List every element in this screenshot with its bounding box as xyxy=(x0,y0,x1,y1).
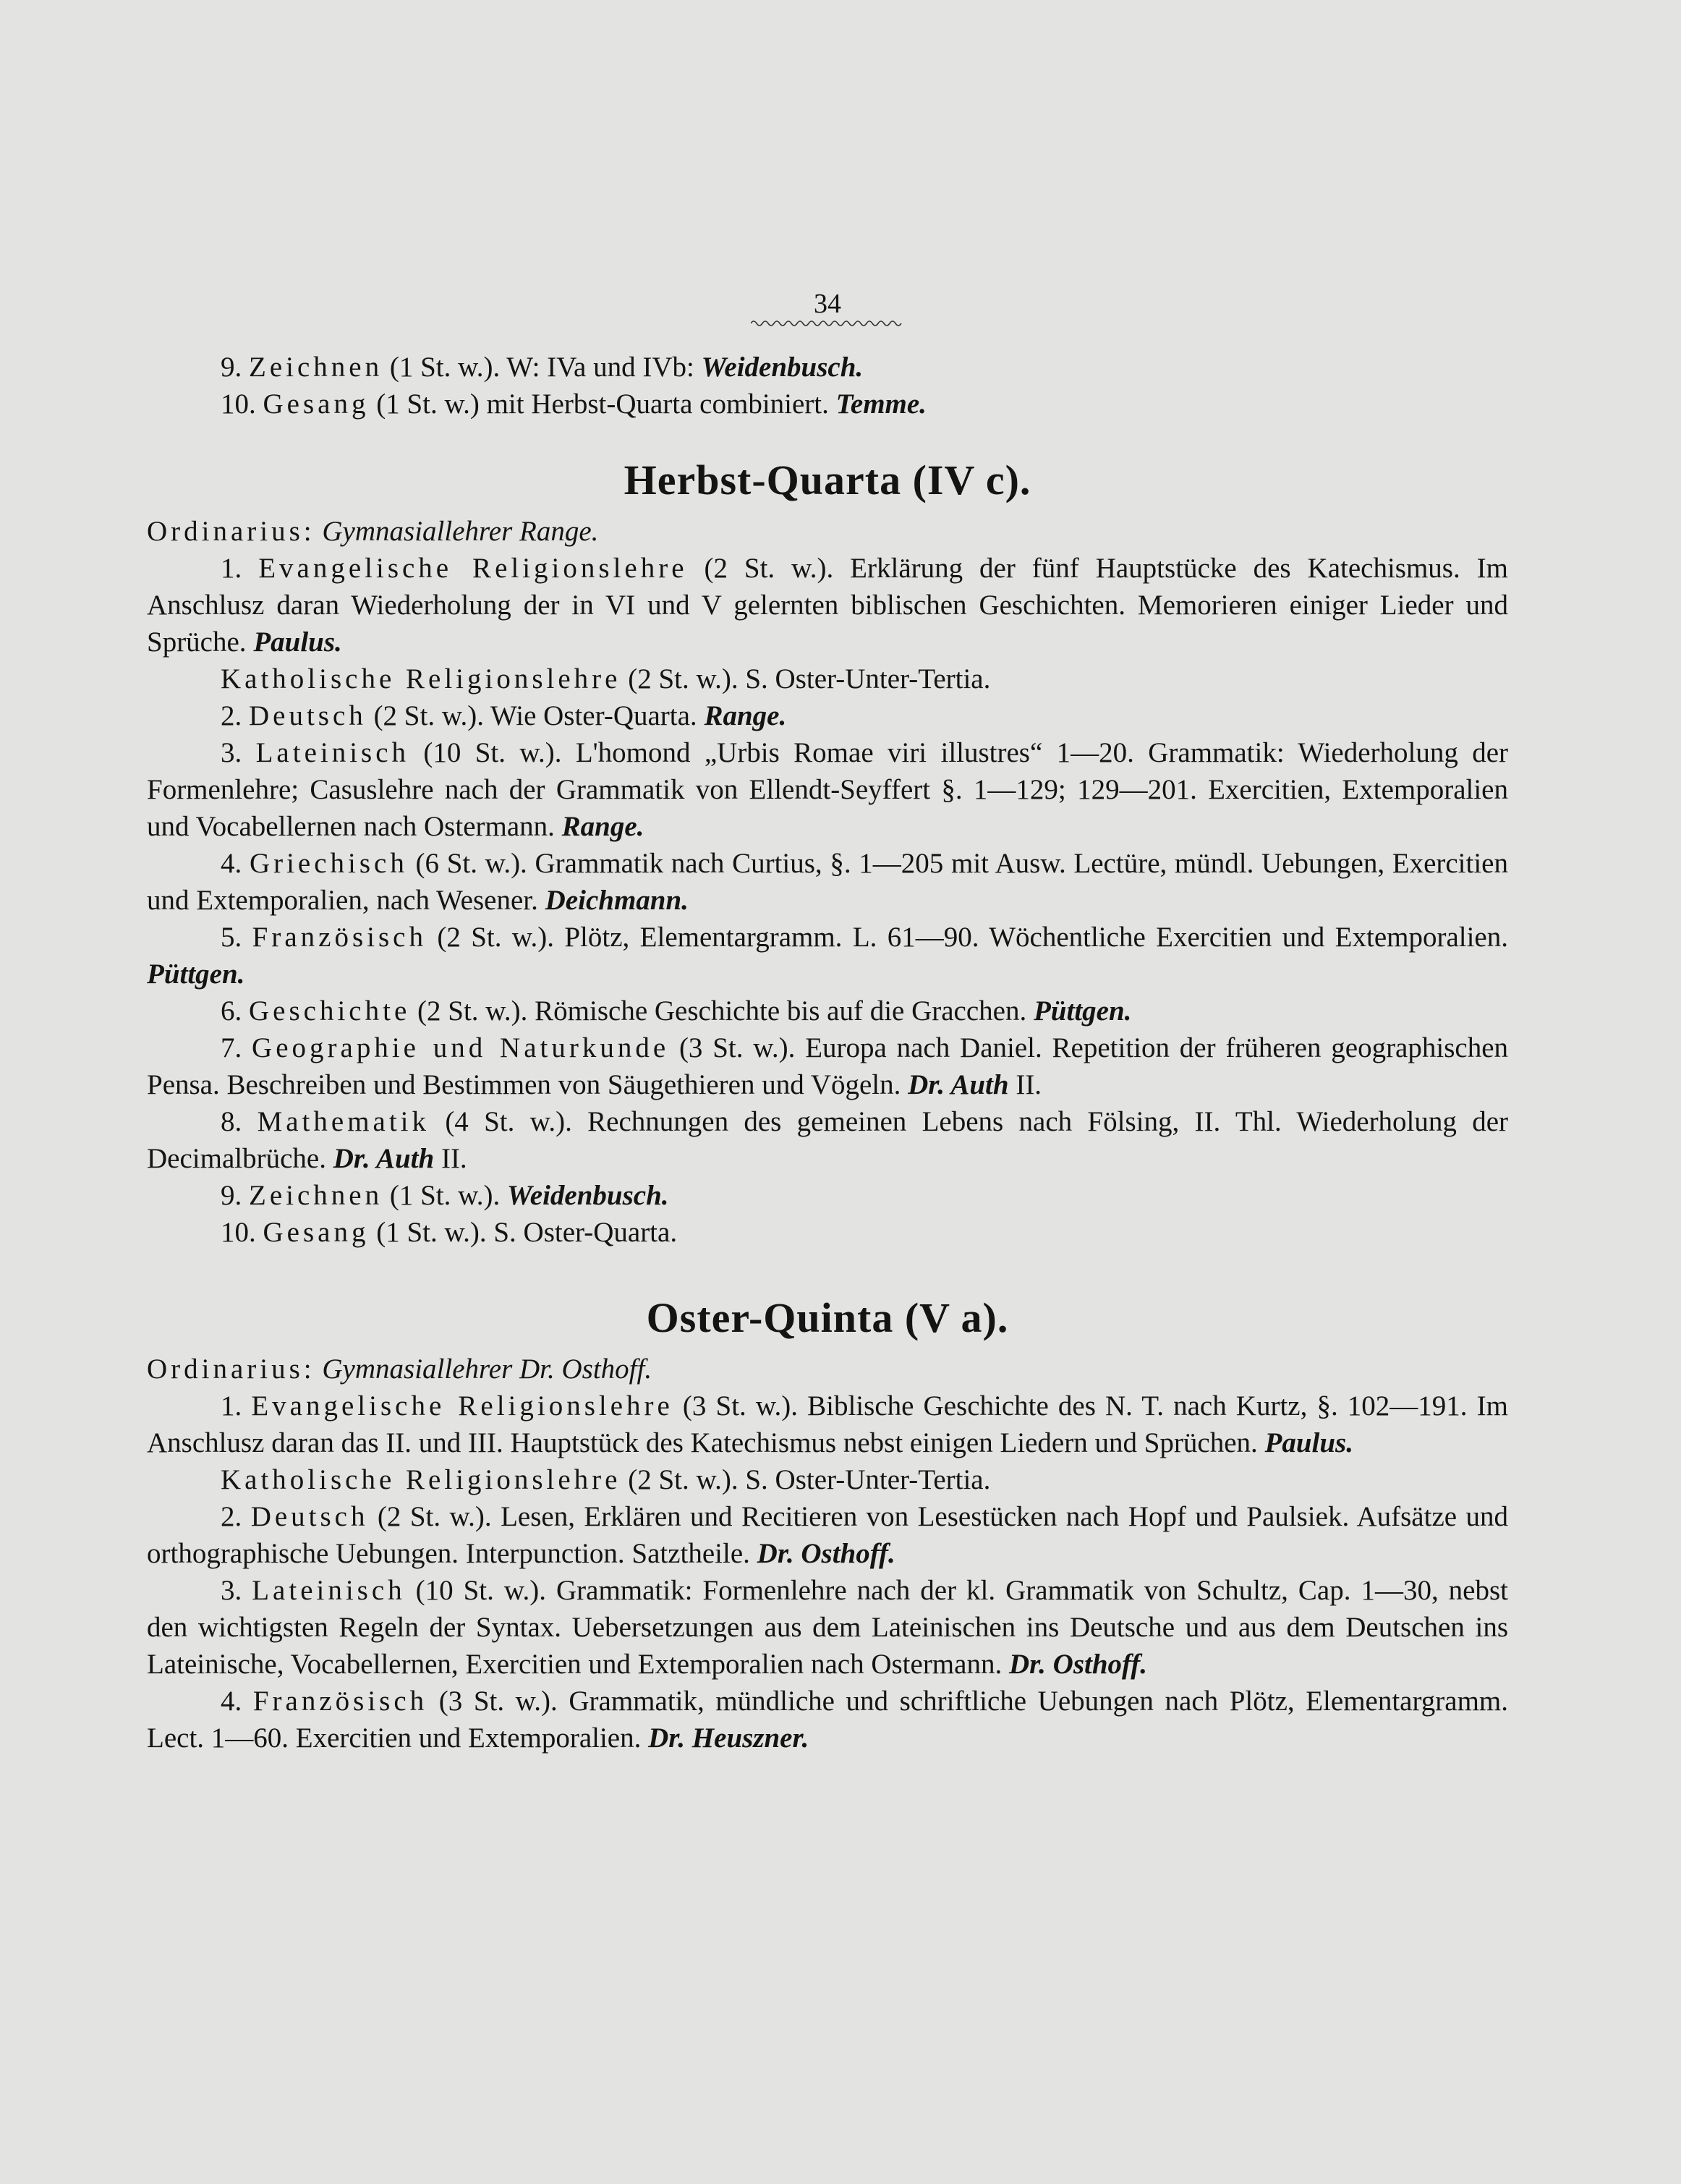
item-number: 7. xyxy=(221,1032,242,1063)
item-text: (2 St. w.). S. Oster-Unter-Tertia. xyxy=(621,663,991,694)
item-teacher: Dr. Osthoff. xyxy=(757,1538,895,1569)
item-number: 3. xyxy=(221,737,242,768)
item-subject: Französisch xyxy=(252,1686,428,1717)
list-item xyxy=(147,1177,1508,1214)
ordinarius-line-herbst-quarta xyxy=(147,513,1508,550)
item-text: (2 St. w.). Plötz, Elementargramm. L. 61—90. Wöchentliche Exercitien und Extemporalien. xyxy=(426,922,1508,953)
item-text: (3 St. w.). Europa nach Daniel. Repetition der früheren geographischen Pensa. Beschreiben und Bestimmen von Säugethieren und Vögeln. xyxy=(147,1032,1508,1100)
item-teacher: Deichmann. xyxy=(545,885,689,916)
item-text: (4 St. w.). Rechnungen des gemeinen Lebens nach Fölsing, II. Thl. Wiederholung der Decimalbrüche. xyxy=(147,1106,1508,1174)
ornament-squiggle xyxy=(751,318,906,328)
item-number: 10. xyxy=(221,1217,256,1248)
item-subject: Lateinisch xyxy=(255,737,410,768)
item-text: (1 St. w.) mit Herbst-Quarta combiniert. xyxy=(376,388,829,420)
document-body xyxy=(147,349,1508,1756)
item-text: (1 St. w.). xyxy=(383,1180,507,1211)
ordinarius-line-oster-quinta xyxy=(147,1351,1508,1388)
item-number: 2. xyxy=(221,700,242,731)
list-item xyxy=(147,1683,1508,1756)
item-teacher: Temme. xyxy=(835,388,927,420)
list-item xyxy=(147,660,1508,697)
list-item xyxy=(147,1029,1508,1103)
item-subject: Katholische Religionslehre xyxy=(221,1464,621,1495)
item-subject: Griechisch xyxy=(249,848,408,879)
item-text: (6 St. w.). Grammatik nach Curtius, §. 1—205 mit Ausw. Lectüre, mündl. Uebungen, Exercitien und Extemporalien, nach Wesener. xyxy=(147,848,1508,916)
item-teacher: Dr. Auth xyxy=(333,1143,435,1174)
item-text: (2 St. w.). Erklärung der fünf Hauptstücke des Katechismus. Im Anschlusz daran Wiederholung der in VI und V gelernten biblischen Geschichten. Memorieren einiger Lieder und Sprüche. xyxy=(147,553,1508,658)
list-item xyxy=(147,845,1508,919)
item-suffix: II. xyxy=(434,1143,467,1174)
item-subject: Zeichnen xyxy=(249,1180,383,1211)
item-number: 8. xyxy=(221,1106,242,1137)
item-subject: Französisch xyxy=(252,922,427,953)
list-item xyxy=(147,1103,1508,1177)
item-teacher: Püttgen. xyxy=(1033,995,1132,1027)
item-teacher: Paulus. xyxy=(1264,1427,1353,1458)
item-text: (1 St. w.). S. Oster-Quarta. xyxy=(369,1217,678,1248)
item-teacher: Dr. Heuszner. xyxy=(648,1722,809,1754)
item-number: 9. xyxy=(221,1180,242,1211)
list-item xyxy=(147,1461,1508,1498)
item-suffix: II. xyxy=(1008,1069,1042,1100)
item-number: 10. xyxy=(221,388,256,420)
ordinarius-name: Gymnasiallehrer Range. xyxy=(322,516,599,547)
page-number: 34 xyxy=(814,289,841,319)
item-subject: Lateinisch xyxy=(252,1575,406,1606)
item-teacher: Püttgen. xyxy=(147,959,245,990)
list-item xyxy=(147,1498,1508,1572)
item-teacher: Range. xyxy=(561,811,644,842)
item-text: (2 St. w.). S. Oster-Unter-Tertia. xyxy=(621,1464,991,1495)
item-number: 9. xyxy=(221,352,242,383)
list-item xyxy=(147,919,1508,993)
item-subject: Deutsch xyxy=(249,700,367,731)
item-text: (2 St. w.). Lesen, Erklären und Recitieren von Lesestücken nach Hopf und Paulsiek. Aufsätze und orthographische Uebungen. Interpunction. Satztheile. xyxy=(147,1501,1508,1569)
ordinarius-name: Gymnasiallehrer Dr. Osthoff. xyxy=(322,1354,652,1385)
item-text: (3 St. w.). Grammatik, mündliche und schriftliche Uebungen nach Plötz, Elementargramm. Lect. 1—60. Exercitien und Extemporalien. xyxy=(147,1686,1508,1754)
item-teacher: Dr. Osthoff. xyxy=(1008,1649,1148,1680)
item-number: 5. xyxy=(221,922,242,953)
item-number: 6. xyxy=(221,995,242,1027)
item-teacher: Paulus. xyxy=(253,626,342,658)
list-item xyxy=(147,734,1508,845)
item-subject: Geschichte xyxy=(249,995,411,1027)
item-number: 2. xyxy=(221,1501,242,1532)
item-number: 1. xyxy=(221,1390,242,1422)
item-text: (10 St. w.). Grammatik: Formenlehre nach der kl. Grammatik von Schultz, Cap. 1—30, nebst den wichtigsten Regeln der Syntax. Uebersetzungen aus dem Lateinischen ins Deutsche und aus dem Deutschen ins Lateinische, Vocabellernen, Exercitien und Extemporalien nach Ostermann. xyxy=(147,1575,1508,1680)
item-text: (3 St. w.). Biblische Geschichte des N. T. nach Kurtz, §. 102—191. Im Anschlusz daran das II. und III. Hauptstück des Katechismus nebst einigen Liedern und Sprüchen. xyxy=(147,1390,1508,1458)
list-item xyxy=(147,1214,1508,1251)
item-text: (2 St. w.). Römische Geschichte bis auf die Gracchen. xyxy=(410,995,1034,1027)
item-subject: Deutsch xyxy=(250,1501,369,1532)
item-teacher: Range. xyxy=(704,700,787,731)
list-item xyxy=(147,697,1508,734)
section-title-oster-quinta: Oster-Quinta (V a). xyxy=(646,1294,1009,1341)
item-subject: Evangelische Religionslehre xyxy=(251,1390,673,1422)
section-title-herbst-quarta: Herbst-Quarta (IV c). xyxy=(624,456,1031,503)
list-item xyxy=(147,550,1508,660)
list-item xyxy=(147,349,1508,386)
item-number: 3. xyxy=(221,1575,242,1606)
previous-section-items xyxy=(147,349,1508,422)
list-item xyxy=(147,386,1508,422)
item-number: 1. xyxy=(221,553,242,584)
oster-quinta-items xyxy=(147,1388,1508,1756)
item-subject: Gesang xyxy=(263,388,370,420)
item-subject: Geographie und Naturkunde xyxy=(252,1032,670,1063)
list-item xyxy=(147,1572,1508,1683)
ordinarius-label: Ordinarius: xyxy=(147,1354,315,1385)
herbst-quarta-items xyxy=(147,550,1508,1251)
item-text: (1 St. w.). W: IVa und IVb: xyxy=(389,352,694,383)
item-number: 4. xyxy=(221,848,242,879)
item-subject: Gesang xyxy=(263,1217,370,1248)
item-subject: Mathematik xyxy=(257,1106,430,1137)
item-number: 4. xyxy=(221,1686,242,1717)
item-text: (10 St. w.). L'homond „Urbis Romae viri illustres“ 1—20. Grammatik: Wiederholung der Formenlehre; Casuslehre nach der Grammatik von Ellendt-Seyffert §. 1—129; 129—201. Exercitien, Extemporalien und Vocabellernen nach Ostermann. xyxy=(147,737,1509,842)
item-teacher: Weidenbusch. xyxy=(701,352,864,383)
item-teacher: Weidenbusch. xyxy=(506,1180,669,1211)
item-teacher: Dr. Auth xyxy=(908,1069,1009,1100)
item-subject: Katholische Religionslehre xyxy=(221,663,621,694)
ordinarius-label: Ordinarius: xyxy=(147,516,315,547)
item-subject: Zeichnen xyxy=(249,352,383,383)
list-item xyxy=(147,1388,1508,1461)
list-item xyxy=(147,993,1508,1029)
item-text: (2 St. w.). Wie Oster-Quarta. xyxy=(366,700,705,731)
item-subject: Evangelische Religionslehre xyxy=(258,553,688,584)
